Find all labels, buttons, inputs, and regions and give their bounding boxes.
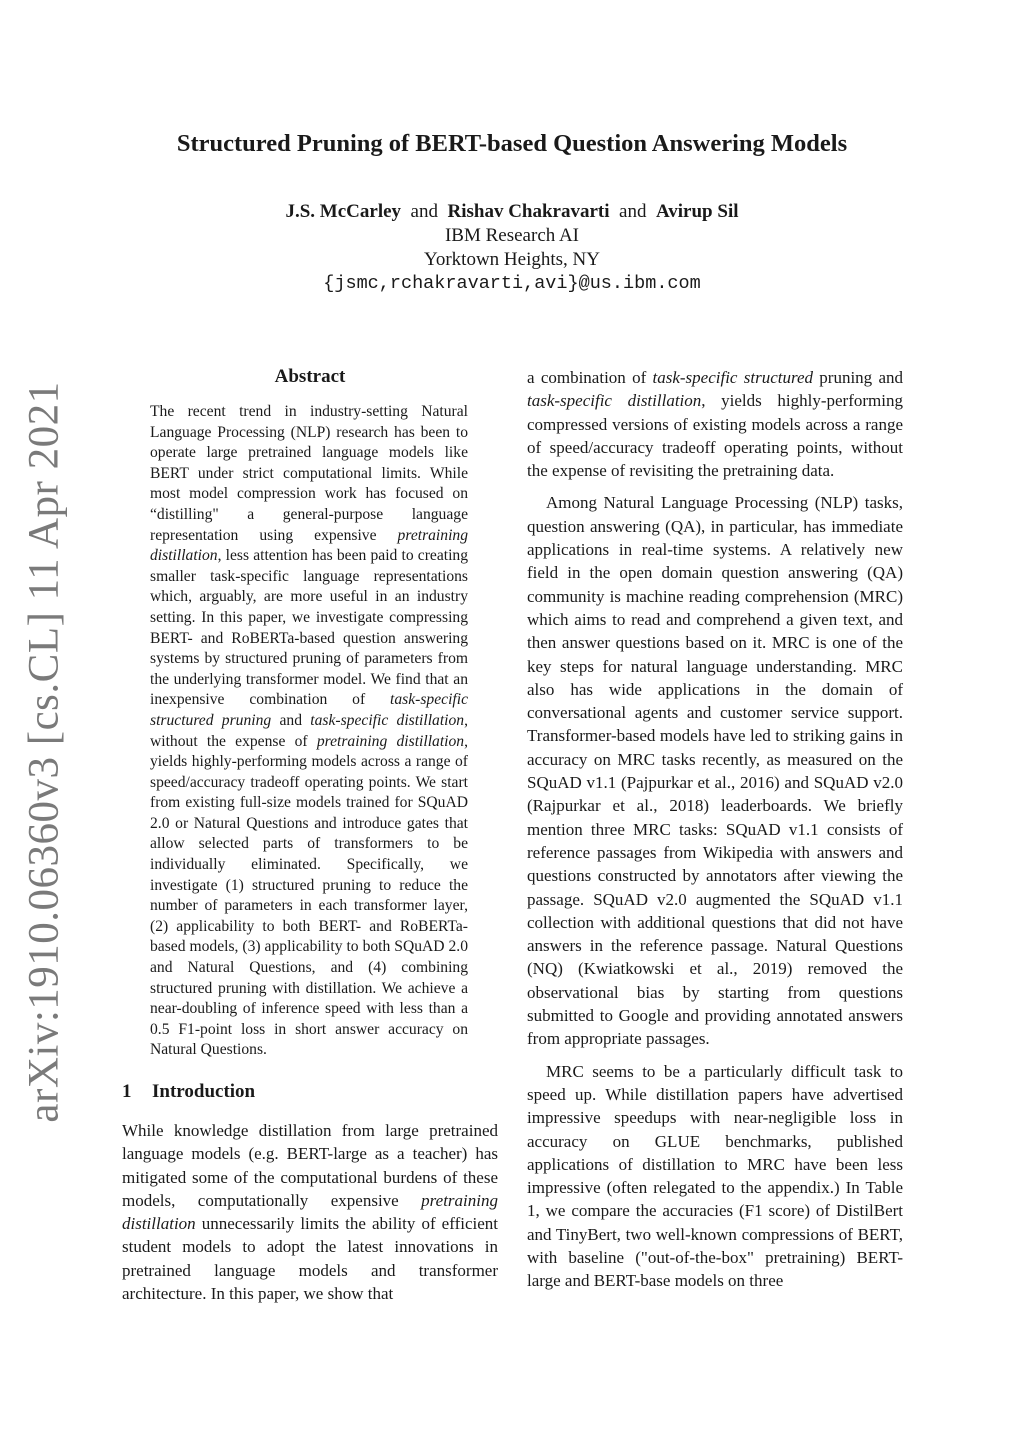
body-text-run: pruning and [813,368,903,387]
abstract-emphasis: task-specific structured pruning [150,691,468,729]
author-separator: and [619,201,647,222]
abstract-emphasis: task-specific distillation [310,711,465,729]
author-line [0,200,1024,224]
author-emails: {jsmc,rchakravarti,avi}@us.ibm.com [323,273,701,294]
author-name: J.S. McCarley [285,201,402,222]
body-text-run: unnecessarily limits the ability of efficient student models to adopt the latest innovations in pretrained language models and transformer architecture. In this paper, we show that [122,1214,498,1304]
paper-title: Structured Pruning of BERT-based Question Answering Models [176,130,848,157]
body-text-run: While knowledge distillation from large pretrained language models (e.g. BERT-large as a teacher) has mitigated some of the computational burdens of these models, computationally expensive [122,1121,498,1210]
left-column [122,366,498,1305]
abstract-text-run: , less attention has been paid to creating smaller task-specific language representations which, arguably, are more useful in an industry setting. In this paper, we investigate compressing BERT- and RoBERTa-based question answering systems by structured pruning of parameters from the underlying transformer model. We find that an inexpensive combination of [150,547,468,709]
section-heading-introduction [122,1081,498,1103]
body-emphasis: pretraining distillation [122,1190,498,1234]
section-title: Introduction [152,1081,256,1102]
author-block [0,200,1024,296]
arxiv-identifier: arXiv:1910.06360v3 [cs.CL] 11 Apr 2021 [20,381,68,1123]
body-paragraph: MRC seems to be a particularly difficult task to speed up. While distillation papers have advertised impressive speedups with near-negligible loss in accuracy on GLUE benchmarks, published applications of distillation to MRC have been less impressive (often relegated to the appendix.) In Table 1, we compare the accuracies (F1 score) of DistilBert and TinyBert, two well-known compressions of BERT, with baseline ("out-of-the-box" pretraining) BERT-large and BERT-base models on three [527,1061,903,1291]
section-number: 1 [122,1081,132,1102]
intro-paragraph [122,1119,498,1305]
location: Yorktown Heights, NY [424,249,600,270]
author-separator: and [410,201,438,222]
abstract-emphasis: pretraining distillation [150,526,468,565]
body-emphasis: task-specific structured [652,368,814,387]
abstract-text-run: , yields highly-performing models across a range of speed/accuracy tradeoff operating points. We start from existing full-size models trained for SQuAD 2.0 or Natural Questions and introduce gates that allow selected parts of transformers to be individually eliminated. Specifically, we investigate (1) structured pruning to reduce the number of parameters in each transformer layer, (2) applicability to both BERT- and RoBERTa-based models, (3) applicability to both SQuAD 2.0 and Natural Questions, and (4) combining structured pruning with distillation. We achieve a near-doubling of inference speed with less than a 0.5 F1-point loss in short answer accuracy on Natural Questions. [150,732,468,1059]
abstract-text-run: and [271,711,311,729]
abstract-heading: Abstract [274,366,346,387]
body-paragraph: Among Natural Language Processing (NLP) tasks, question answering (QA), in particular, has immediate applications in real-time systems. A relatively new field in the open domain question answering (QA) community is machine reading comprehension (MRC) which aims to read and comprehend a given text, and then answer questions based on it. MRC is one of the key steps for natural language understanding. MRC also has wide applications in the domain of conversational agents and customer service support. Transformer-based models have led to striking gains in accuracy on MRC tasks recently, as measured on the SQuAD v1.1 (Pajpurkar et al., 2016) and SQuAD v2.0 (Rajpurkar et al., 2018) leaderboards. We briefly mention three MRC tasks: SQuAD v1.1 consists of reference passages from Wikipedia with answers and questions constructed by annotators after viewing the passage. SQuAD v2.0 augmented the SQuAD v1.1 collection with additional questions that did not have answers in the reference passage. Natural Questions (NQ) (Kwiatkowski et al., 2019) removed the observational bias by starting from questions submitted to Google and providing annotated answers from appropriate passages. [527,493,903,1049]
abstract-emphasis: pretraining distillation [316,732,465,750]
body-text-run: a combination of [527,368,653,387]
author-name: Rishav Chakravarti [447,201,610,222]
body-emphasis: task-specific distillation [527,391,702,411]
abstract-text-run: The recent trend in industry-setting Natural Language Processing (NLP) research has been to operate large pretrained language models like BERT under strict computational limits. While most model compression work has focused on “distilling" a general-purpose language representation using expensive [150,403,468,544]
author-name: Avirup Sil [655,201,739,222]
abstract-text-run: , without the expense of [150,711,469,750]
right-column [527,366,903,1293]
body-text-run: , yields highly-performing compressed versions of existing models across a range of speed/accuracy tradeoff operating points, without the expense of revisiting the pretraining data. [527,391,903,481]
body-paragraph [527,366,903,482]
affiliation: IBM Research AI [444,225,580,246]
abstract-text [150,402,468,1061]
